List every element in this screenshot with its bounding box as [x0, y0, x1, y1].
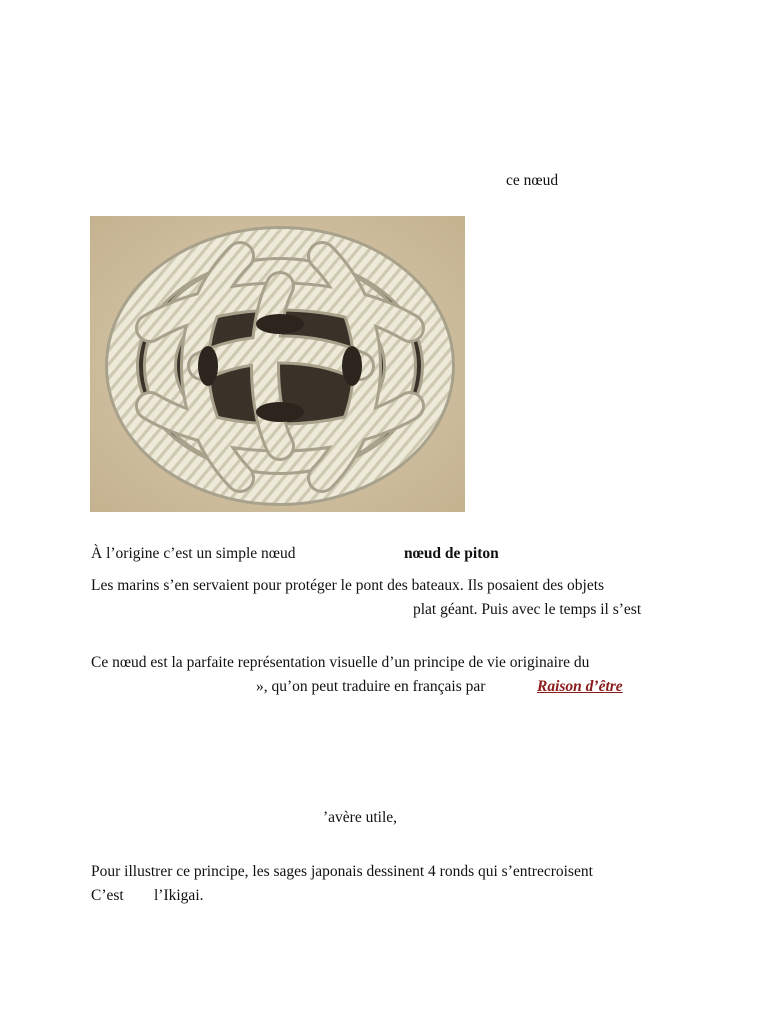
raison-d-etre-emphasis: Raison d’être: [537, 678, 623, 695]
para5-line2-b: l’Ikigai.: [154, 887, 204, 904]
para3-line1: Ce nœud est la parfaite représentation visuelle d’un principe de vie originaire du: [91, 654, 590, 671]
para1-lead: À l’origine c’est un simple nœud: [91, 545, 296, 562]
para1-term: nœud de piton: [404, 545, 499, 562]
knot-photo: [90, 216, 465, 512]
para3-line2-text: », qu’on peut traduire en français par: [256, 678, 486, 695]
para5-line2-a: C’est: [91, 887, 124, 904]
para4-fragment: ’avère utile,: [323, 809, 398, 826]
heading-fragment: ce nœud: [506, 172, 559, 189]
para2-line1: Les marins s’en servaient pour protéger le pont des bateaux. Ils posaient des objets: [91, 577, 605, 594]
para5-line1: Pour illustrer ce principe, les sages japonais dessinent 4 ronds qui s’entrecroisent: [91, 863, 593, 880]
para2-line2: plat géant. Puis avec le temps il s’est: [413, 601, 642, 618]
